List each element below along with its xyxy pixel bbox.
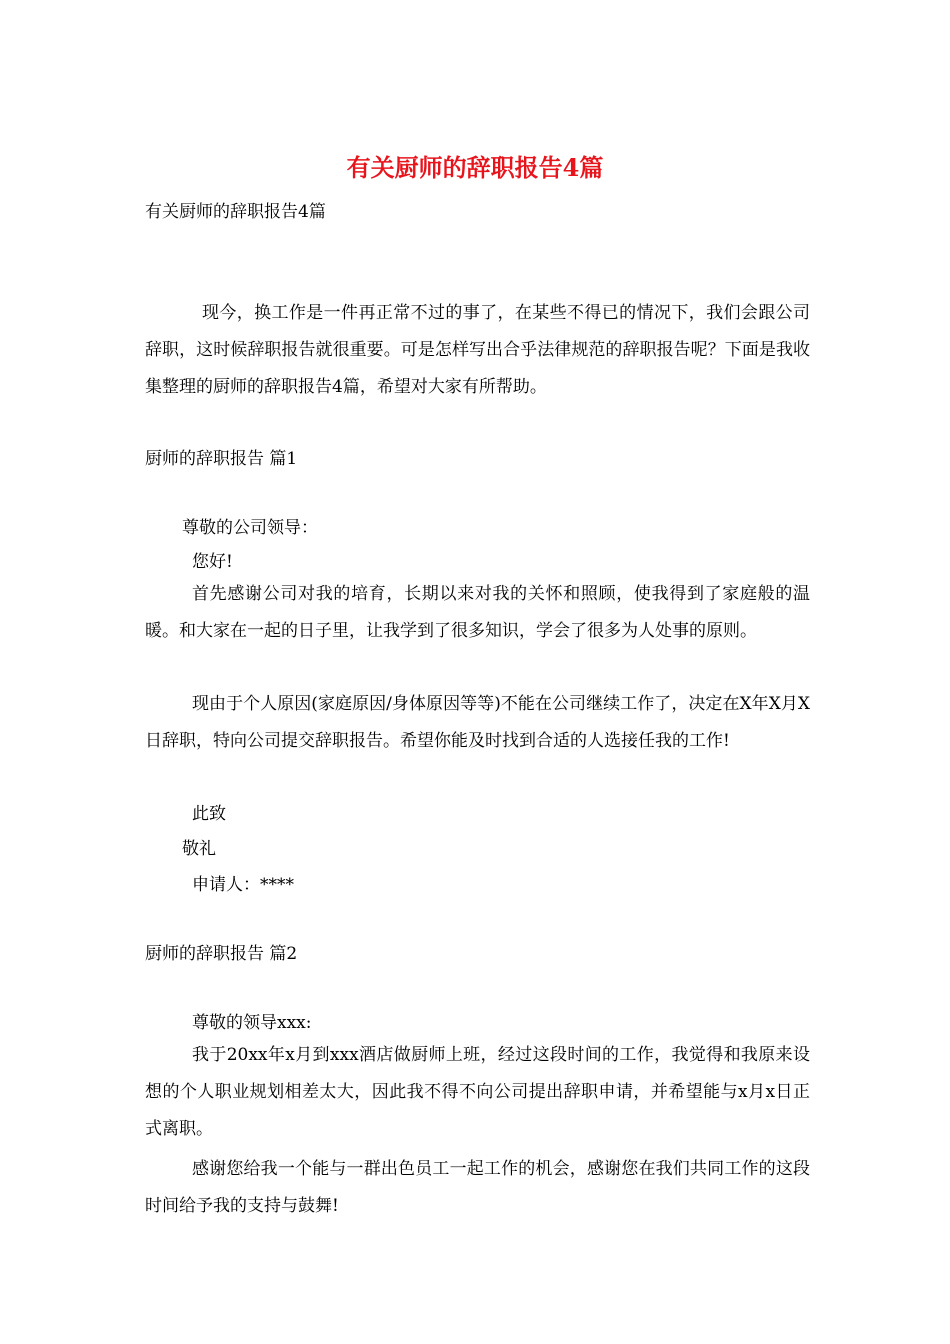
section-1-paragraph-2: 现由于个人原因(家庭原因/身体原因等等)不能在公司继续工作了，决定在X年X月X日辞职，特向公司提交辞职报告。希望你能及时找到合适的人选接任我的工作! bbox=[145, 694, 810, 751]
section-2-paragraph-2: 感谢您给我一个能与一群出色员工一起工作的机会，感谢您在我们共同工作的这段时间给予我的支持与鼓舞! bbox=[145, 1159, 810, 1216]
section-1-closing-2: 敬礼 bbox=[182, 839, 216, 859]
section-2-salutation: 尊敬的领导xxx: bbox=[192, 1013, 312, 1033]
section-2-heading: 厨师的辞职报告 篇2 bbox=[145, 944, 298, 964]
section-1-greeting: 您好! bbox=[192, 552, 233, 572]
document-title: 有关厨师的辞职报告4篇 bbox=[346, 153, 604, 182]
section-1-signature: 申请人：**** bbox=[192, 875, 294, 895]
section-1-heading: 厨师的辞职报告 篇1 bbox=[145, 449, 298, 469]
document-subtitle: 有关厨师的辞职报告4篇 bbox=[145, 202, 326, 222]
section-1-paragraph-1: 首先感谢公司对我的培育，长期以来对我的关怀和照顾，使我得到了家庭般的温暖。和大家在一起的日子里，让我学到了很多知识，学会了很多为人处事的原则。 bbox=[145, 584, 810, 641]
section-1-closing-1: 此致 bbox=[192, 804, 226, 824]
section-2-paragraph-1: 我于20xx年x月到xxx酒店做厨师上班，经过这段时间的工作，我觉得和我原来设想的个人职业规划相差太大，因此我不得不向公司提出辞职申请，并希望能与x月x日正式离职。 bbox=[145, 1045, 810, 1139]
intro-paragraph: 现今，换工作是一件再正常不过的事了，在某些不得已的情况下，我们会跟公司辞职，这时候辞职报告就很重要。可是怎样写出合乎法律规范的辞职报告呢？下面是我收集整理的厨师的辞职报告4篇，希望对大家有所帮助。 bbox=[145, 303, 810, 397]
section-1-salutation: 尊敬的公司领导： bbox=[182, 518, 318, 538]
